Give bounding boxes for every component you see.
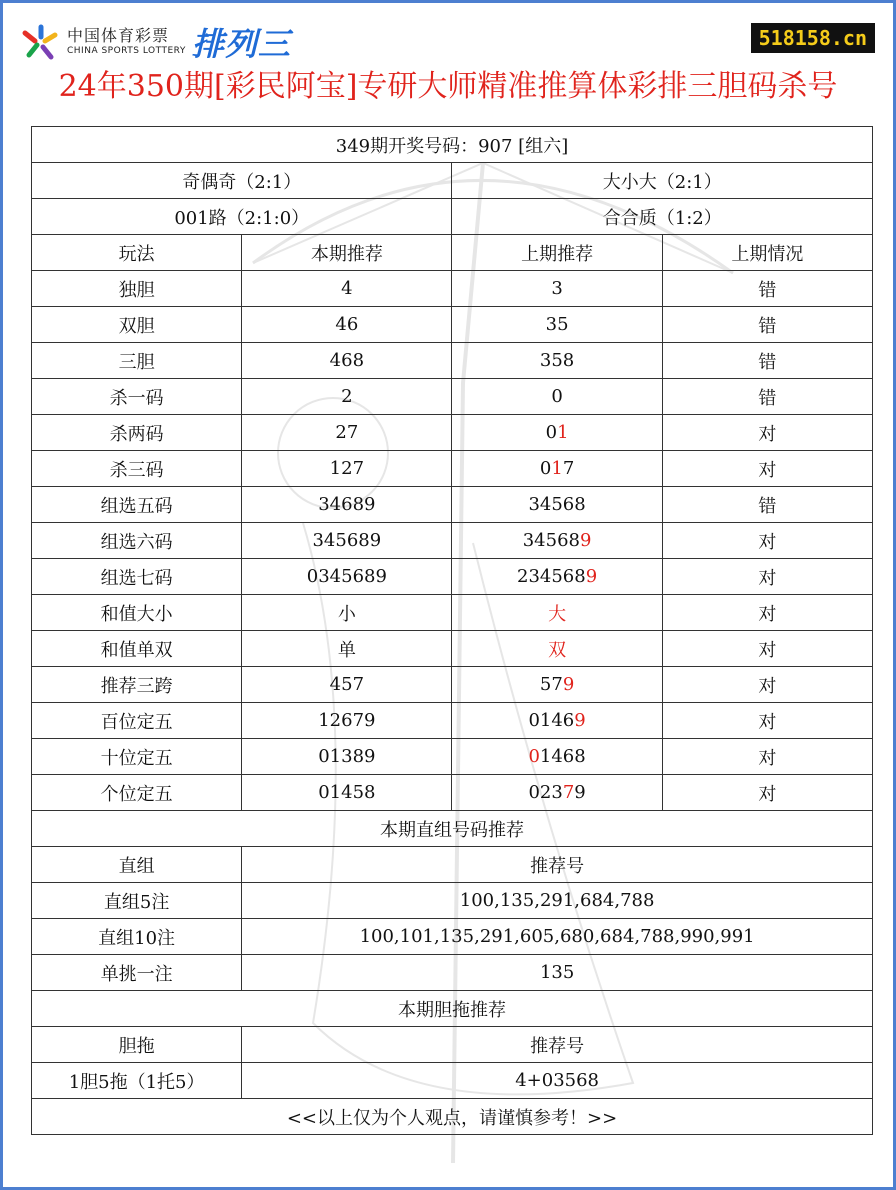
previous-digit-segment: 34568 [522, 530, 580, 551]
current-recommendation: 小 [242, 595, 452, 631]
previous-digit-segment: 9 [562, 674, 575, 695]
site-badge[interactable]: 518158.cn [751, 23, 875, 53]
play-type: 组选五码 [32, 487, 242, 523]
play-type: 推荐三跨 [32, 667, 242, 703]
table-row [32, 523, 873, 559]
column-header: 上期情况 [662, 235, 872, 271]
item-label: 直组5注 [32, 883, 242, 919]
current-recommendation: 127 [242, 451, 452, 487]
play-type: 双胆 [32, 307, 242, 343]
table-row [32, 775, 873, 811]
item-label: 直组10注 [32, 919, 242, 955]
item-value: 135 [242, 955, 873, 991]
previous-result: 错 [662, 271, 872, 307]
table-row [32, 955, 873, 991]
previous-result: 对 [662, 775, 872, 811]
previous-digit-segment: 358 [539, 350, 575, 371]
current-recommendation: 34689 [242, 487, 452, 523]
table-row [32, 739, 873, 775]
previous-digit-segment: 9 [574, 710, 586, 731]
previous-digit-segment: 9 [574, 782, 586, 803]
previous-recommendation [452, 703, 662, 739]
prediction-table [31, 126, 873, 1135]
table-row [32, 595, 873, 631]
table-row [32, 451, 873, 487]
item-value: 100,101,135,291,605,680,684,788,990,991 [242, 919, 873, 955]
previous-recommendation [452, 379, 662, 415]
logo-en: CHINA SPORTS LOTTERY [67, 46, 186, 56]
section-col-value: 推荐号 [242, 847, 873, 883]
footer-note: <<以上仅为个人观点，请谨慎参考！>> [32, 1099, 873, 1135]
table-row [32, 919, 873, 955]
play-type: 独胆 [32, 271, 242, 307]
play-type: 百位定五 [32, 703, 242, 739]
prime-composite: 合合质（1:2） [452, 199, 873, 235]
item-label: 单挑一注 [32, 955, 242, 991]
section-header-row [32, 1027, 873, 1063]
previous-recommendation [452, 451, 662, 487]
current-recommendation: 4 [242, 271, 452, 307]
current-recommendation: 468 [242, 343, 452, 379]
previous-digit-segment: 9 [579, 530, 592, 551]
lottery-logo-icon [21, 23, 59, 61]
current-recommendation: 46 [242, 307, 452, 343]
previous-recommendation [452, 559, 662, 595]
pattern-row [32, 163, 873, 199]
previous-result: 错 [662, 343, 872, 379]
column-header: 本期推荐 [242, 235, 452, 271]
section-header-row [32, 847, 873, 883]
previous-digit-segment: 7 [562, 458, 575, 479]
current-recommendation: 12679 [242, 703, 452, 739]
table-row [32, 631, 873, 667]
section-title: 本期胆拖推荐 [32, 991, 873, 1027]
previous-digit-segment: 0 [539, 458, 552, 479]
logo-cn: 中国体育彩票 [67, 26, 170, 45]
previous-digit-segment: 35 [545, 314, 569, 335]
previous-recommendation [452, 343, 662, 379]
previous-result: 错 [662, 379, 872, 415]
section-col-label: 胆拖 [32, 1027, 242, 1063]
column-header: 上期推荐 [452, 235, 662, 271]
previous-digit-segment: 0 [551, 386, 563, 407]
previous-digit-segment: 023 [528, 782, 563, 803]
table-row [32, 883, 873, 919]
section-title: 本期直组号码推荐 [32, 811, 873, 847]
road-012: 001路（2:1:0） [32, 199, 452, 235]
logo-brand: 排列三 [191, 25, 291, 63]
previous-digit-segment: 57 [539, 674, 563, 695]
current-recommendation: 0345689 [242, 559, 452, 595]
column-header: 玩法 [32, 235, 242, 271]
previous-result: 对 [662, 415, 872, 451]
current-recommendation: 01458 [242, 775, 452, 811]
previous-result: 对 [662, 667, 872, 703]
current-recommendation: 345689 [242, 523, 452, 559]
column-header-row [32, 235, 873, 271]
previous-digit-segment: 9 [585, 566, 598, 587]
previous-result: 对 [662, 703, 872, 739]
previous-digit-segment: 7 [562, 782, 575, 803]
previous-digit-segment: 1 [551, 458, 563, 479]
draw-result-row [32, 127, 873, 163]
current-recommendation: 01389 [242, 739, 452, 775]
previous-digit-segment: 双 [548, 639, 567, 661]
table-row [32, 1063, 873, 1099]
header [3, 3, 893, 113]
previous-result: 对 [662, 451, 872, 487]
play-type: 个位定五 [32, 775, 242, 811]
footer-row [32, 1099, 873, 1135]
play-type: 杀两码 [32, 415, 242, 451]
draw-result: 349期开奖号码：907 [组六] [32, 127, 873, 163]
current-recommendation: 457 [242, 667, 452, 703]
previous-recommendation [452, 667, 662, 703]
previous-digit-segment: 0 [545, 422, 558, 443]
play-type: 组选六码 [32, 523, 242, 559]
previous-result: 错 [662, 487, 872, 523]
previous-digit-segment: 3 [551, 278, 563, 299]
play-type: 组选七码 [32, 559, 242, 595]
item-label: 1胆5拖（1托5） [32, 1063, 242, 1099]
previous-result: 对 [662, 523, 872, 559]
play-type: 十位定五 [32, 739, 242, 775]
previous-recommendation [452, 487, 662, 523]
previous-result: 对 [662, 631, 872, 667]
previous-recommendation [452, 307, 662, 343]
play-type: 和值单双 [32, 631, 242, 667]
play-type: 三胆 [32, 343, 242, 379]
logo-text [67, 27, 186, 57]
page-title: 24年350期[彩民阿宝]专研大师精准推算体彩排三胆码杀号 [58, 69, 838, 104]
table-row [32, 415, 873, 451]
previous-digit-segment: 34568 [528, 494, 586, 515]
play-type: 杀三码 [32, 451, 242, 487]
section-col-label: 直组 [32, 847, 242, 883]
pattern-row [32, 199, 873, 235]
previous-recommendation [452, 595, 662, 631]
table-row [32, 559, 873, 595]
odd-even: 奇偶奇（2:1） [32, 163, 452, 199]
section-title-row [32, 811, 873, 847]
previous-recommendation [452, 523, 662, 559]
play-type: 杀一码 [32, 379, 242, 415]
current-recommendation: 单 [242, 631, 452, 667]
table-row [32, 343, 873, 379]
previous-result: 对 [662, 559, 872, 595]
item-value: 4+03568 [242, 1063, 873, 1099]
table-row [32, 703, 873, 739]
previous-recommendation [452, 775, 662, 811]
previous-digit-segment: 0146 [528, 710, 575, 731]
previous-digit-segment: 大 [548, 603, 567, 625]
previous-result: 对 [662, 739, 872, 775]
previous-digit-segment: 0 [528, 746, 540, 767]
current-recommendation: 27 [242, 415, 452, 451]
previous-digit-segment: 234568 [517, 566, 586, 587]
previous-recommendation [452, 415, 662, 451]
previous-recommendation [452, 271, 662, 307]
previous-digit-segment: 1468 [539, 746, 586, 767]
current-recommendation: 2 [242, 379, 452, 415]
previous-digit-segment: 1 [557, 422, 569, 443]
table-row [32, 667, 873, 703]
table-row [32, 487, 873, 523]
lottery-logo [21, 19, 291, 65]
previous-recommendation [452, 631, 662, 667]
section-col-value: 推荐号 [242, 1027, 873, 1063]
play-type: 和值大小 [32, 595, 242, 631]
previous-result: 对 [662, 595, 872, 631]
previous-recommendation [452, 739, 662, 775]
previous-result: 错 [662, 307, 872, 343]
table-row [32, 271, 873, 307]
table-row [32, 307, 873, 343]
big-small: 大小大（2:1） [452, 163, 873, 199]
section-title-row [32, 991, 873, 1027]
table-row [32, 379, 873, 415]
item-value: 100,135,291,684,788 [242, 883, 873, 919]
